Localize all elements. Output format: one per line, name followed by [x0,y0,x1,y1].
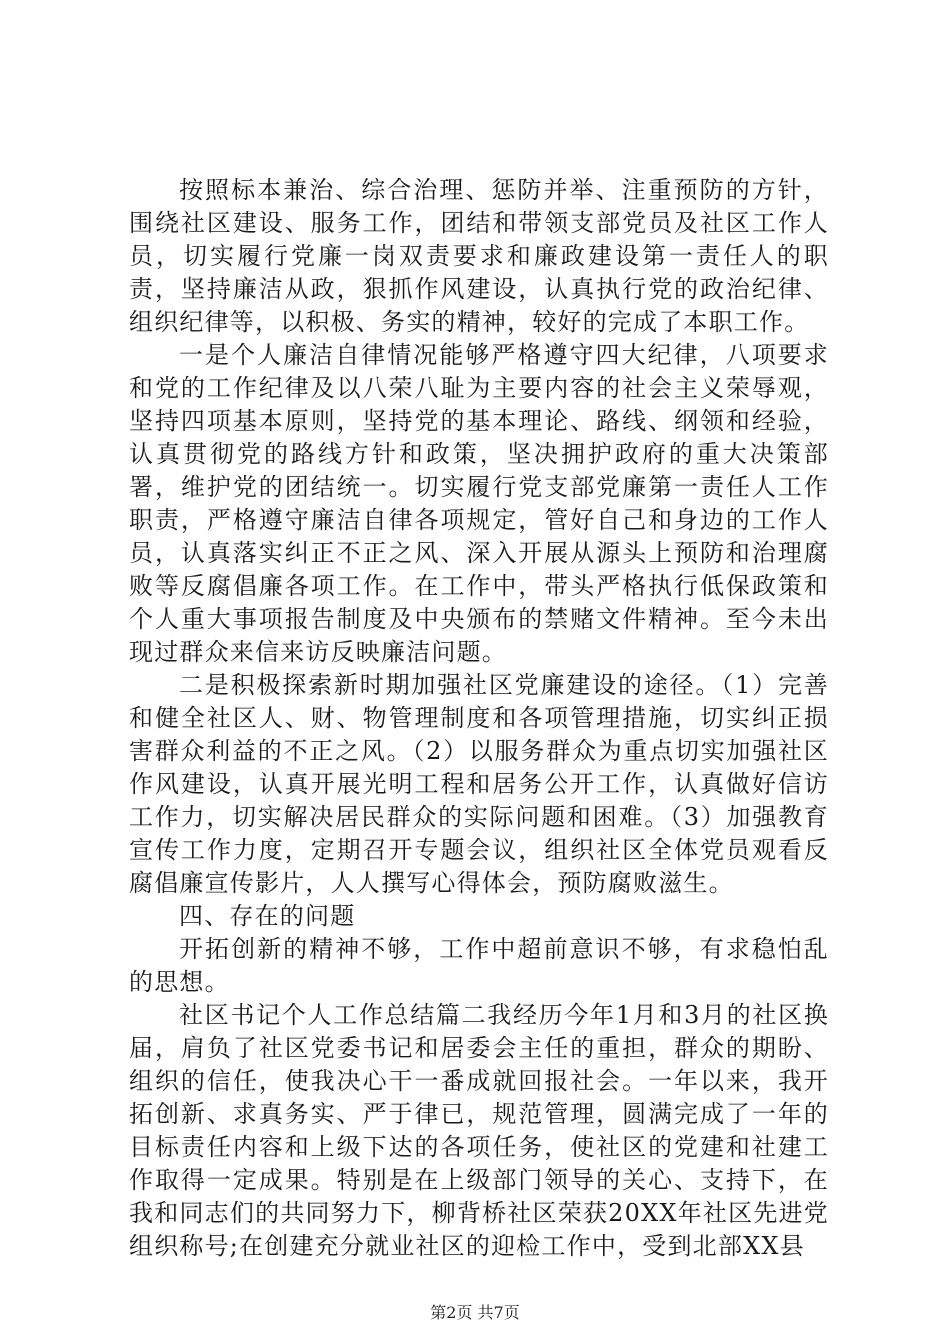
paragraph-problems: 开拓创新的精神不够，工作中超前意识不够，有求稳怕乱的思想。 [129,935,829,996]
paragraph-party-building: 二是积极探索新时期加强社区党廉建设的途径。（1）完善和健全社区人、财、物管理制度和各项管理措施，切实纠正损害群众利益的不正之风。（2）以服务群众为重点切实加强社区作风建设，认真开展光明工程和居务公开工作，认真做好信访工作力，切实解决居民群众的实际问题和困难。（3）加强教育宣传工作力度，定期召开专题会议，组织社区全体党员观看反腐倡廉宣传影片，人人撰写心得体会，预防腐败滋生。 [129,671,829,897]
section-heading-problems: 四、存在的问题 [179,902,356,930]
paragraph-policy-intro: 按照标本兼治、综合治理、惩防并举、注重预防的方针，围绕社区建设、服务工作，团结和带领支部党员及社区工作人员，切实履行党廉一岗双责要求和廉政建设第一责任人的职责，坚持廉洁从政，狠抓作风建设，认真执行党的政治纪律、组织纪律等，以积极、务实的精神，较好的完成了本职工作。 [129,176,829,336]
document-body [129,174,829,1263]
paragraph-self-discipline: 一是个人廉洁自律情况能够严格遵守四大纪律，八项要求和党的工作纪律及以八荣八耻为主要内容的社会主义荣辱观，坚持四项基本原则，坚持党的基本理论、路线、纲领和经验，认真贯彻党的路线方针和政策，坚决拥护政府的重大决策部署，维护党的团结统一。切实履行党支部党廉第一责任人工作职责，严格遵守廉洁自律各项规定，管好自己和身边的工作人员，认真落实纠正不正之风、深入开展从源头上预防和治理腐败等反腐倡廉各项工作。在工作中，带头严格执行低保政策和个人重大事项报告制度及中央颁布的禁赌文件精神。至今未出现过群众来信来访反映廉洁问题。 [129,341,829,666]
paragraph-summary-part-two: 社区书记个人工作总结篇二我经历今年1月和3月的社区换届，肩负了社区党委书记和居委会主任的重担，群众的期盼、组织的信任，使我决心干一番成就回报社会。一年以来，我开拓创新、求真务实、严于律已，规范管理，圆满完成了一年的目标责任内容和上级下达的各项任务，使社区的党建和社建工作取得一定成果。特别是在上级部门领导的关心、支持下，在我和同志们的共同努力下，柳背桥社区荣获20XX年社区先进党组织称号;在创建充分就业社区的迎检工作中，受到北部XX县 [129,1001,829,1260]
page-number-footer: 第2页 共7页 [430,1303,520,1322]
